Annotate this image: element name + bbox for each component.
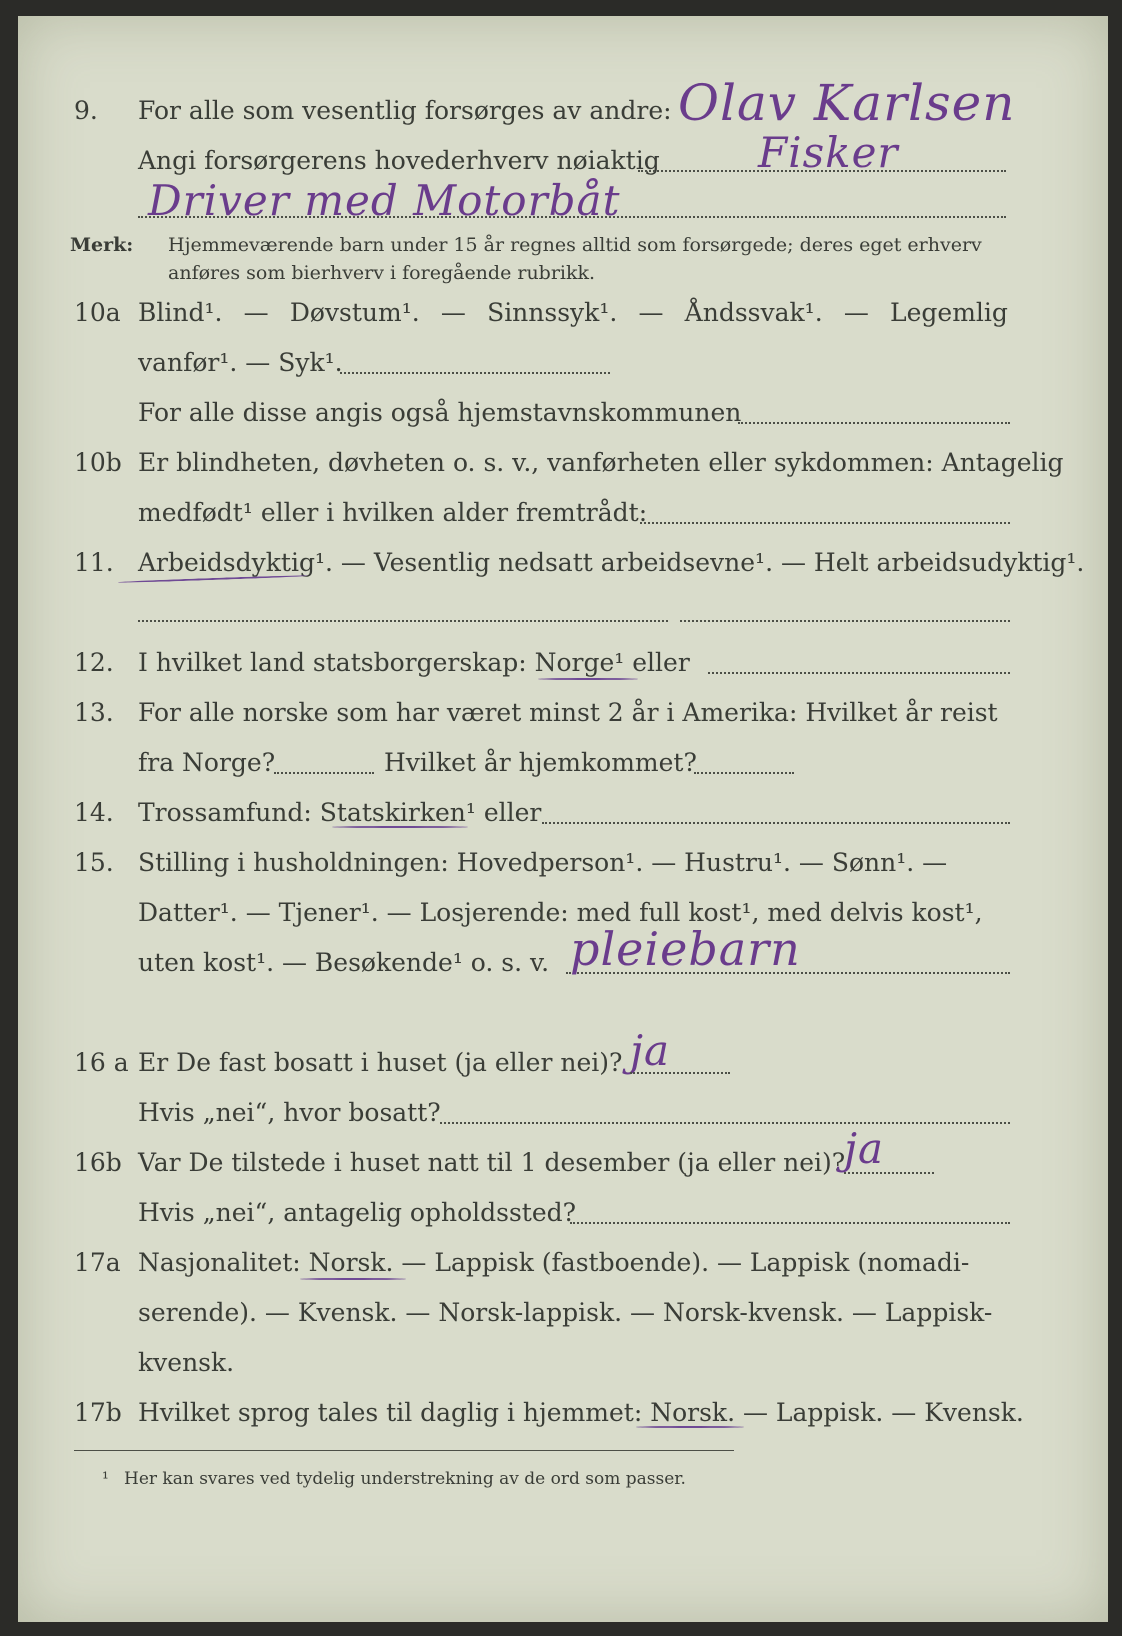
q16a-text-2: Hvis „nei“, hvor bosatt? <box>138 1098 441 1127</box>
q16a-number: 16 a <box>74 1048 129 1077</box>
census-form-page <box>18 16 1108 1622</box>
q12-dotted-line <box>708 672 1010 674</box>
q15-number: 15. <box>74 848 114 877</box>
dash: — <box>440 298 466 327</box>
q10b-text: Er blindheten, døvheten o. s. v., vanførheten eller sykdommen: Antagelig <box>138 448 1064 477</box>
q15-text-3: uten kost¹. — Besøkende¹ o. s. v. <box>138 948 550 977</box>
q9-handwritten-occupation: Fisker <box>758 128 899 177</box>
q11-dotted-line-2 <box>680 620 1010 622</box>
q17a-text-3: kvensk. <box>138 1348 235 1377</box>
q17a-underline-mark <box>300 1278 406 1280</box>
q15-handwritten-answer: pleiebarn <box>570 922 801 976</box>
q13-text-2a: fra Norge? <box>138 748 276 777</box>
q11-text: Arbeidsdyktig¹. — Vesentlig nedsatt arbeidsevne¹. — Helt arbeidsudyktig¹. <box>138 548 1085 577</box>
q17a-text-2: serende). — Kvensk. — Norsk-lappisk. — Norsk-kvensk. — Lappisk- <box>138 1298 993 1327</box>
q10a-dotted-line-2 <box>738 422 1010 424</box>
q17a-number: 17a <box>74 1248 121 1277</box>
option-blind: Blind¹. <box>138 298 223 327</box>
q17b-text: Hvilket sprog tales til daglig i hjemmet: Norsk. — Lappisk. — Kvensk. <box>138 1398 1024 1427</box>
q17b-underline-mark <box>636 1426 744 1428</box>
option-dovstum: Døvstum¹. <box>289 298 420 327</box>
note-text-2: anføres som bierhverv i foregående rubrikk. <box>168 262 596 284</box>
q10a-number: 10a <box>74 298 121 327</box>
q12-number: 12. <box>74 648 114 677</box>
q16b-dotted-line-2 <box>570 1222 1010 1224</box>
q16b-text: Var De tilstede i huset natt til 1 desember (ja eller nei)? <box>138 1148 846 1177</box>
q13-text: For alle norske som har været minst 2 år i Amerika: Hvilket år reist <box>138 698 998 727</box>
q13-dotted-line-2 <box>694 772 794 774</box>
footnote-rule <box>74 1450 734 1451</box>
q17b-number: 17b <box>74 1398 122 1427</box>
q9-text-2: Angi forsørgerens hovederhverv nøiaktig <box>138 146 660 175</box>
q13-number: 13. <box>74 698 114 727</box>
q10a-dotted-line <box>340 372 610 374</box>
note-label: Merk: <box>70 234 134 256</box>
q9-text: For alle som vesentlig forsørges av andre: <box>138 96 672 125</box>
q16a-handwritten-answer: ja <box>630 1026 671 1075</box>
q14-underline-mark <box>332 826 468 828</box>
q13-text-2b: Hvilket år hjemkommet? <box>384 748 697 777</box>
q16a-dotted-line-2 <box>440 1122 1010 1124</box>
footnote-text: Her kan svares ved tydelig understrekning av de ord som passer. <box>124 1469 686 1489</box>
q11-dotted-line <box>138 620 668 622</box>
q10a-text-2: vanfør¹. — Syk¹. <box>138 348 343 377</box>
option-andssvak: Åndssvak¹. <box>684 298 823 327</box>
dash: — <box>243 298 269 327</box>
q10b-text-2: medfødt¹ eller i hvilken alder fremtrådt: <box>138 498 648 527</box>
q10a-text-3: For alle disse angis også hjemstavnskommunen <box>138 398 742 427</box>
dash: — <box>638 298 664 327</box>
q15-text-2: Datter¹. — Tjener¹. — Losjerende: med full kost¹, med delvis kost¹, <box>138 898 983 927</box>
footnote-mark: ¹ <box>102 1469 109 1489</box>
q10a-options <box>138 298 1008 328</box>
q9-handwritten-detail: Driver med Motorbåt <box>148 176 621 225</box>
q13-dotted-line <box>274 772 374 774</box>
note-text: Hjemmeværende barn under 15 år regnes alltid som forsørgede; deres eget erhverv <box>168 234 982 256</box>
q14-number: 14. <box>74 798 114 827</box>
q10b-dotted-line <box>640 522 1010 524</box>
q17a-text: Nasjonalitet: Norsk. — Lappisk (fastboende). — Lappisk (nomadi- <box>138 1248 970 1277</box>
q10b-number: 10b <box>74 448 122 477</box>
q16b-handwritten-answer: ja <box>844 1124 885 1173</box>
q16a-dotted-line <box>630 1072 730 1074</box>
q16b-text-2: Hvis „nei“, antagelig opholdssted? <box>138 1198 577 1227</box>
q16a-text: Er De fast bosatt i huset (ja eller nei)? <box>138 1048 623 1077</box>
q12-underline-mark <box>538 678 638 680</box>
q11-number: 11. <box>74 548 114 577</box>
q9-number: 9. <box>74 96 98 125</box>
q14-dotted-line <box>542 822 1010 824</box>
q12-text: I hvilket land statsborgerskap: Norge¹ eller <box>138 648 690 677</box>
q16b-number: 16b <box>74 1148 122 1177</box>
option-legemlig: Legemlig <box>890 298 1008 327</box>
q14-text: Trossamfund: Statskirken¹ eller <box>138 798 542 827</box>
q9-handwritten-name: Olav Karlsen <box>678 74 1016 132</box>
dash: — <box>843 298 869 327</box>
q16b-dotted-line <box>844 1172 934 1174</box>
option-sinnssyk: Sinnssyk¹. <box>487 298 618 327</box>
q15-text: Stilling i husholdningen: Hovedperson¹. — Hustru¹. — Sønn¹. — <box>138 848 948 877</box>
